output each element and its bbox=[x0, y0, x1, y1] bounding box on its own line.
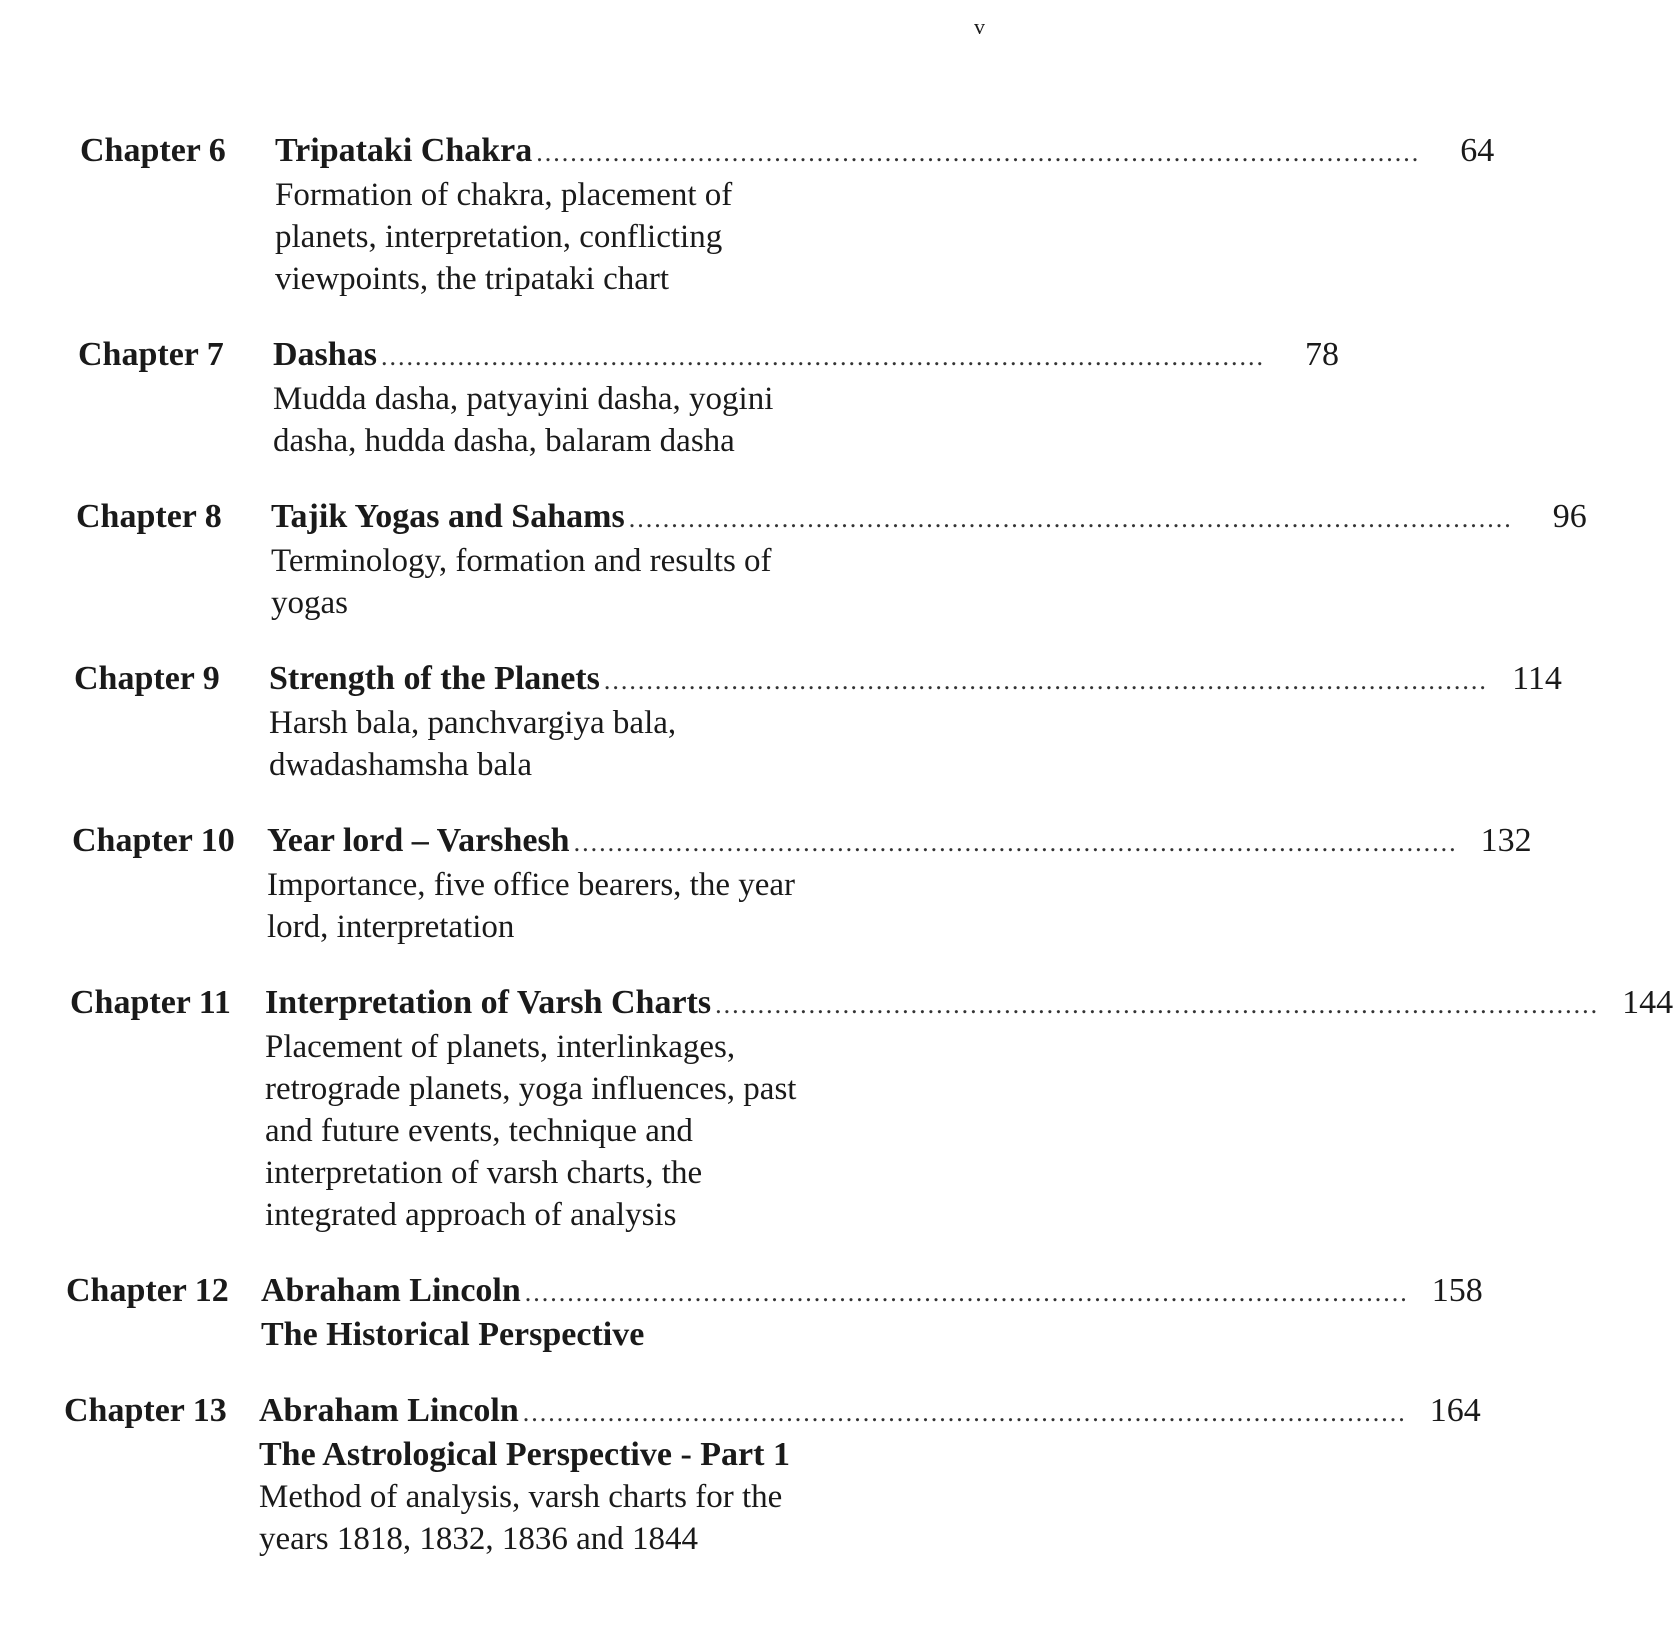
chapter-label: Chapter 8 bbox=[76, 498, 222, 535]
dot-leader: ........................................................................................................ bbox=[715, 990, 1600, 1019]
chapter-label: Chapter 12 bbox=[66, 1272, 229, 1309]
dot-leader: ........................................................................................................ bbox=[522, 1398, 1407, 1427]
page-reference: 144 bbox=[1622, 984, 1673, 1021]
dot-leader: ........................................................................................................ bbox=[536, 138, 1421, 167]
toc-entry bbox=[74, 658, 1562, 786]
chapter-description: Placement of planets, interlinkages, retrograde planets, yoga influences, past and future events, technique and interpretation of varsh charts, the integrated approach of analysis bbox=[265, 1029, 797, 1233]
dot-leader: ........................................................................................................ bbox=[628, 504, 1513, 533]
chapter-title: Abraham Lincoln bbox=[261, 1272, 521, 1309]
dot-leader: ........................................................................................................ bbox=[380, 342, 1265, 371]
chapter-description: Terminology, formation and results of yogas bbox=[271, 543, 772, 621]
dot-leader: ........................................................................................................ bbox=[573, 828, 1458, 857]
chapter-subtitle: The Astrological Perspective - Part 1 bbox=[259, 1436, 790, 1473]
chapter-label: Chapter 9 bbox=[74, 660, 220, 697]
page-number: v bbox=[974, 14, 985, 39]
chapter-title: Interpretation of Varsh Charts bbox=[265, 984, 712, 1021]
toc-entry bbox=[80, 130, 1495, 300]
page-reference: 158 bbox=[1431, 1272, 1483, 1309]
chapter-title: Abraham Lincoln bbox=[259, 1392, 519, 1429]
chapter-description: Importance, five office bearers, the year lord, interpretation bbox=[267, 867, 796, 945]
dot-leader: ........................................................................................................ bbox=[524, 1278, 1409, 1307]
toc-entry bbox=[76, 496, 1587, 624]
chapter-label: Chapter 7 bbox=[78, 336, 224, 373]
toc-entry bbox=[64, 1390, 1481, 1560]
table-of-contents bbox=[0, 130, 1673, 1594]
toc-entry bbox=[70, 982, 1673, 1236]
chapter-title: Year lord – Varshesh bbox=[267, 822, 570, 859]
chapter-title: Tajik Yogas and Sahams bbox=[271, 498, 625, 535]
chapter-label: Chapter 11 bbox=[70, 984, 231, 1021]
page-reference: 78 bbox=[1304, 336, 1339, 373]
toc-entry bbox=[66, 1270, 1483, 1356]
chapter-label: Chapter 10 bbox=[72, 822, 235, 859]
chapter-description: Harsh bala, panchvargiya bala, dwadashamsha bala bbox=[269, 705, 677, 783]
chapter-description: Method of analysis, varsh charts for the years 1818, 1832, 1836 and 1844 bbox=[259, 1479, 783, 1557]
chapter-title: Dashas bbox=[273, 336, 377, 373]
chapter-subtitle: The Historical Perspective bbox=[261, 1316, 645, 1353]
chapter-title: Tripataki Chakra bbox=[275, 132, 533, 169]
chapter-description: Mudda dasha, patyayini dasha, yogini dasha, hudda dasha, balaram dasha bbox=[273, 381, 774, 459]
chapter-label: Chapter 6 bbox=[80, 132, 226, 169]
page-reference: 164 bbox=[1429, 1392, 1481, 1429]
page-reference: 114 bbox=[1512, 660, 1562, 697]
chapter-title: Strength of the Planets bbox=[269, 660, 600, 697]
page-reference: 132 bbox=[1480, 822, 1532, 859]
page-reference: 96 bbox=[1552, 498, 1587, 535]
page-reference: 64 bbox=[1460, 132, 1495, 169]
toc-entry bbox=[78, 334, 1339, 462]
dot-leader: ........................................................................................................ bbox=[603, 666, 1488, 695]
chapter-label: Chapter 13 bbox=[64, 1392, 227, 1429]
chapter-description: Formation of chakra, placement of planets, interpretation, conflicting viewpoints, the tripataki chart bbox=[275, 177, 733, 297]
toc-entry bbox=[72, 820, 1532, 948]
